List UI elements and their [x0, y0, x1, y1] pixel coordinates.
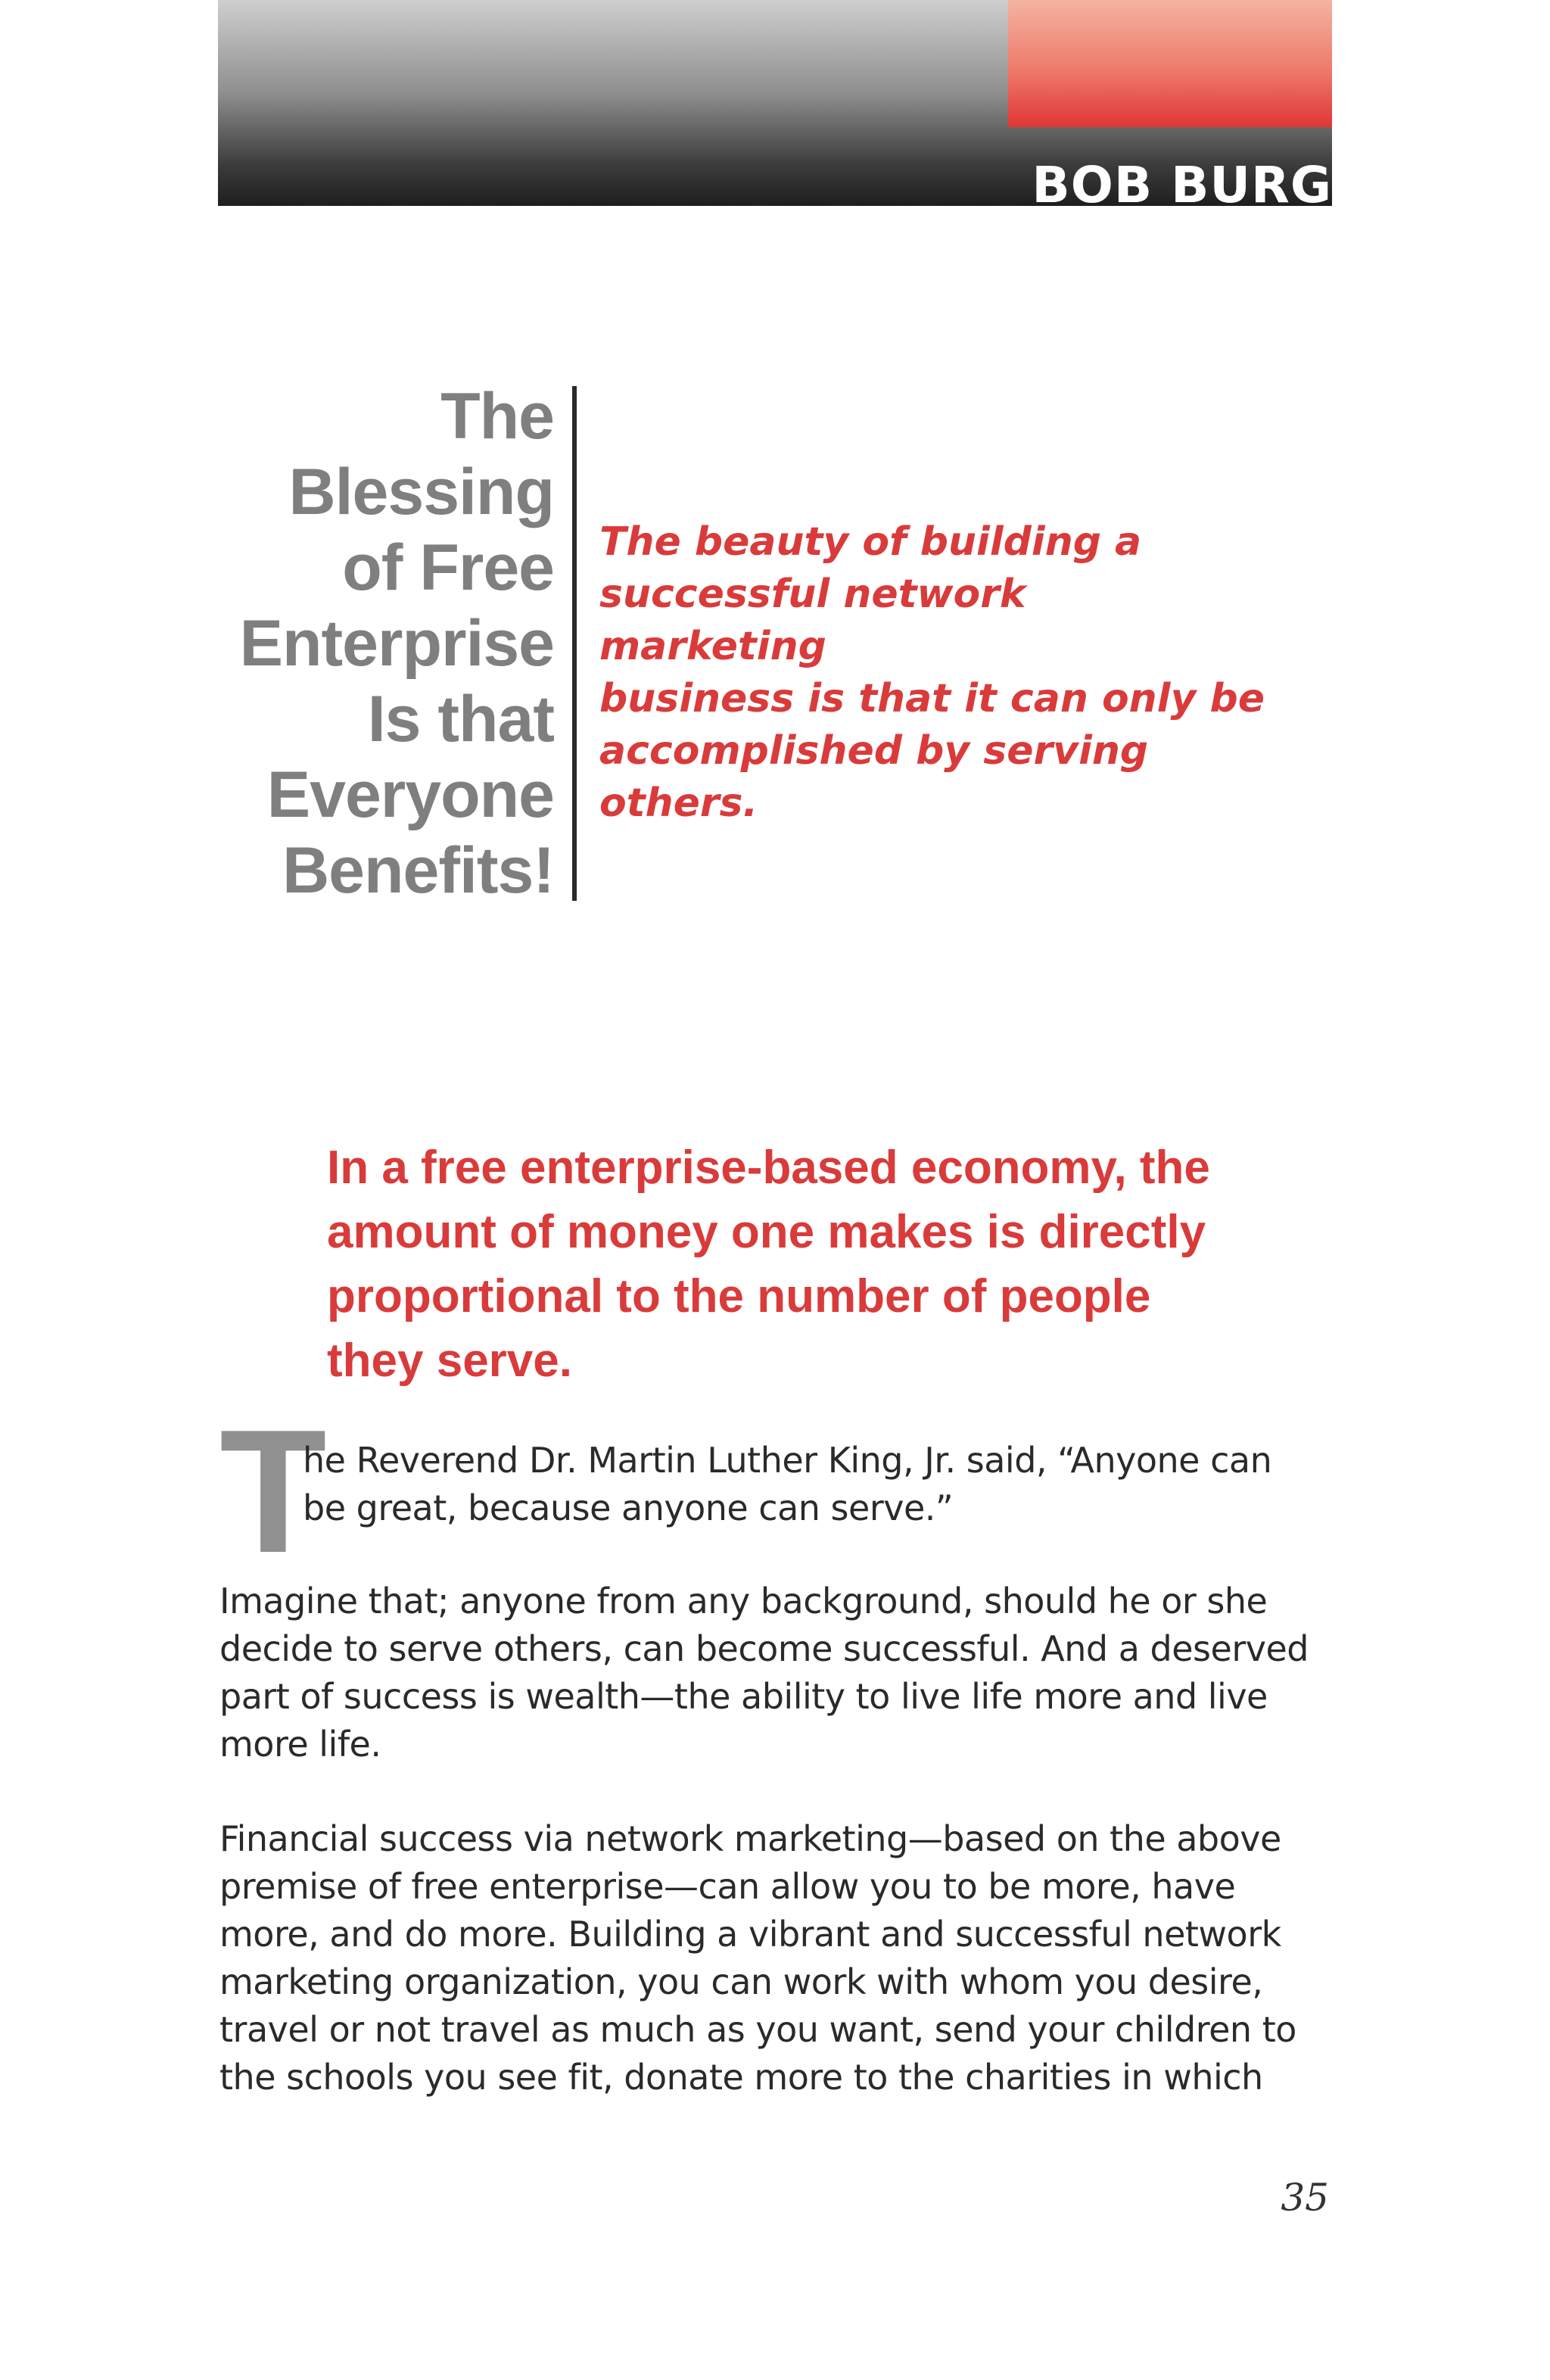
title-divider: [572, 386, 577, 901]
pull-quote: In a free enterprise-based economy, the amount of money one makes is directly proportional to the number of people they serve.: [327, 1142, 1210, 1387]
chapter-blurb: The beauty of building a successful network marketing business is that it can only be accomplished by serving others.: [599, 519, 1265, 826]
author-name: BOB BURG: [1032, 156, 1332, 206]
body-paragraph-1: he Reverend Dr. Martin Luther King, Jr. said, “Anyone can be great, because anyone can serve.”: [303, 1440, 1272, 1528]
header-accent-block: [1008, 0, 1332, 127]
body-paragraph-2: Imagine that; anyone from any background, should he or she decide to serve others, can become successful. And a deserved part of success is wealth—the ability to live life more and live more life.: [219, 1581, 1309, 1765]
body-paragraph-3: Financial success via network marketing—based on the above premise of free enterprise—can allow you to be more, have more, and do more. Building a vibrant and successful network marketing organization, you can work with whom you desire, travel or not travel as much as you want, send your children to the schools you see fit, donate more to the charities in which: [219, 1818, 1296, 2098]
page-number: 35: [1281, 2176, 1329, 2220]
chapter-title: The Blessing of Free Enterprise Is that Everyone Benefits!: [239, 380, 554, 907]
drop-cap: T: [219, 1394, 327, 1590]
